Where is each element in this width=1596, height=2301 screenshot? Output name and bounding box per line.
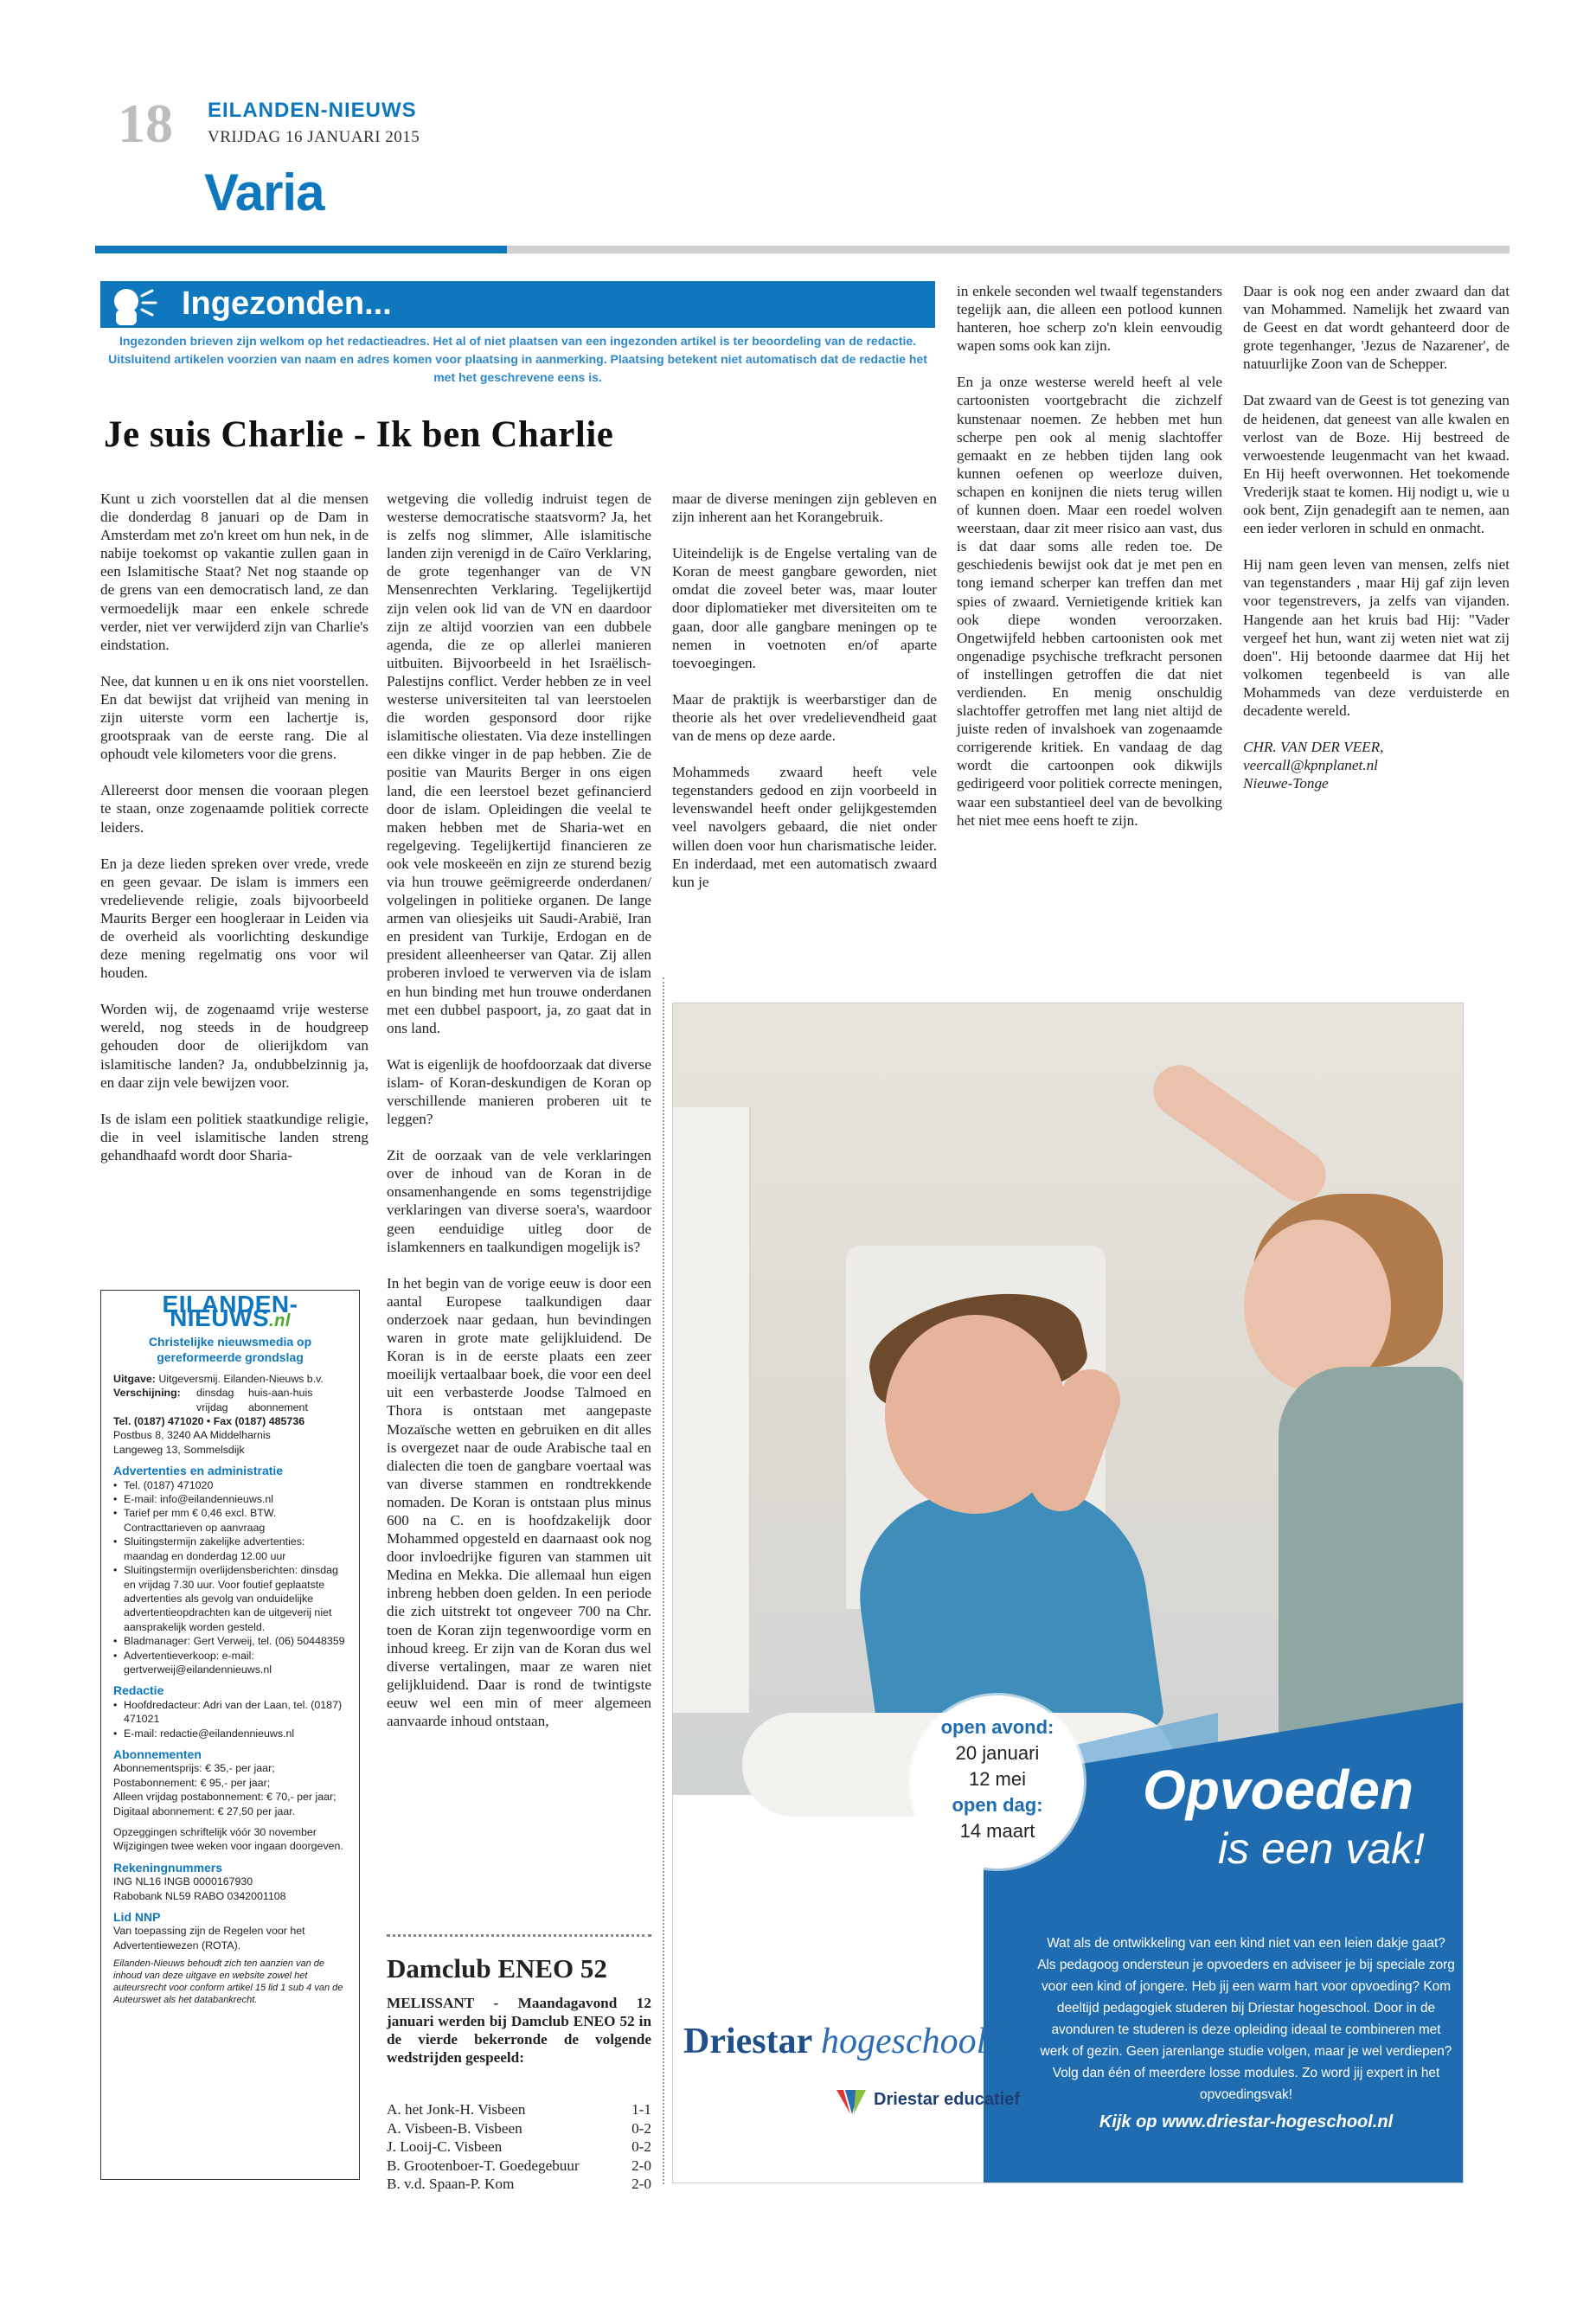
damclub-intro: MELISSANT - Maandagavond 12 januari werden bij Damclub ENEO 52 in de vierde bekerronde de volgende wedstrijden gespeeld: [387,1995,651,2067]
paragraph: Wat is eigenlijk de hoofdoorzaak dat diverse islam- of Koran-deskundigen de Koran op verschillende manieren proberen uit te leggen? [387,1055,651,1128]
list-item[interactable]: • E-mail: redactie@eilandennieuws.nl [113,1727,347,1740]
author-email[interactable]: veercall@kpnplanet.nl [1243,757,1378,774]
colofon-opzeggingen: Opzeggingen schriftelijk vóór 30 november Wijzigingen twee weken voor ingaan doorgeven. [113,1826,343,1853]
paragraph: En ja onze westerse wereld heeft al vele cartoonisten voortgebracht die zichzelf kunstenaar noemen. Ze hebben met hun scherpe pen ook al menig slachtoffer gemaakt en ze hebben tijden lang ook kunnen oefenen op weerloze duiven, schapen en konijnen die niets terug willen of kunnen doen. Maar een roedel wolven weerstaan, daar zit meer risico aan vast, dus is dat daar soms alle reden toe. De geschiedenis bewijst ook dat je met pen en tong iemand scherper kan treffen dan met spies of zwaard. Vernietigende kritiek kan ook diepe wonden veroorzaken. Ongetwijfeld hebben cartoonisten ook met ongenadige psychische trefkracht personen of instellingen getroffen die dat niet verdienden. En menig onschuldig slachtoffer getroffen met lang niet altijd de juiste reden of invalshoek van zogenaamde corrigerende kritiek. En vandaag de dag wordt die cartoonpen ook dikwijls gedirigeerd voor politiek correcte meningen, waar een substantieel deel van de bevolking het niet mee eens hoeft te zijn. [957,374,1222,829]
author-signature [1243,738,1509,792]
colofon-red-list [113,1698,347,1740]
result-row: B. Grootenboer-T. Goedegebuur 2-0 [387,2157,651,2174]
ad-body-text: Wat als de ontwikkeling van een kind niet van een leien dakje gaat? Als pedagoog ondersteun je opvoeders en adviseer je bij speciale zorg voor een kind of jongere. Heb jij een warm hart voor opvoeding? Kom deeltijd pedagogiek studeren bij Driestar hogeschool. Door in de avonduren te studeren is deze opleiding ideaal te combineren met werk of gezin. Geen jarenlange studie volgen, maar je wel verdiepen? Volg dan één of meerdere losse modules. Zo word jij expert in het opvoedingsvak! [1037,1936,1455,2102]
section-rule [507,246,1509,253]
colofon-verschijning: Verschijning: dinsdag huis-aan-huis [113,1387,313,1400]
colofon-adv-list [113,1478,347,1677]
article-column-4 [957,282,1222,830]
colofon-verschijning-2: vrijdag abonnement [196,1400,308,1413]
abo-line: Alleen vrijdag postabonnement: € 70,- per jaar; [113,1791,337,1804]
list-item[interactable]: • Advertentieverkoop: e-mail: gertverweij@eilandennieuws.nl [113,1649,347,1677]
colofon-logo: EILANDEN-NIEUWS.nl [162,1291,298,1332]
author-place: Nieuwe-Tonge [1243,775,1329,792]
ad-photo-children [673,1003,1464,1795]
paragraph: Mohammeds zwaard heeft vele tegenstanders gedood en zijn voorbeeld in levenswandel heeft onder gelijkgestemden veel navolgers gebaard, die niet onder willen doen voor hun charismatische leider. En inderdaad, met een automatisch zwaard kun je [672,764,937,890]
driestar-educatief-icon [833,2085,868,2119]
article-column-1 [100,490,369,1164]
paragraph: maar de diverse meningen zijn gebleven en zijn inherent aan het Korangebruik. [672,490,937,526]
issue-date: VRIJDAG 16 JANUARI 2015 [208,128,420,146]
colofon-copyright: Eilanden-Nieuws behoudt zich ten aanzien van de inhoud van deze uitgave en website zowel het auteursrecht voor conform artikel 15 lid 1 sub 4 van de Auteurswet als het databankrecht. [113,1958,343,2006]
article-column-3 [672,490,937,891]
driestar-educatief-label: Driestar educatief [874,2090,1020,2109]
result-row: A. Visbeen-B. Visbeen 0-2 [387,2119,651,2137]
open-avond-label: open avond: [940,1716,1054,1738]
paragraph: wetgeving die volledig indruist tegen de westerse democratische staatsvorm? Ja, het is zelfs nog slimmer, Alle islamitische landen zijn verenigd in de Caïro Verklaring, de grote tegenhanger van de VN Mensenrechten Verklaring. Tegelijkertijd zijn velen ook lid van de VN en daardoor zijn ze altijd voorzien van een dubbele agenda, die ze op allerlei manieren uitbuiten. Bijvoorbeeld in het Israëlisch-Palestijns conflict. Verder hebben ze in veel westerse universiteiten tal van leerstoelen die worden gesponsord door rijke islamitische oliestaten. Via deze instellingen een dikke vinger in de pap hebben. Zie de positie van Maurits Berger in ons eigen land, die een leerstoel bezet gefinancierd door de islam. Opleidingen die veelal te maken hebben met de Sharia-wet en regelgeving. Tegelijkertijd financieren ze ook vele moskeeën en zijn ze sturend bezig via hun trouwe geëmigreerde onderdanen/ volgelingen in politieke organen. De lange armen van oliesjeiks uit Saudi-Arabië, Iran en president van Turkije, Erdogan en de president alleenheerser van Qatar. Zij allen proberen invloed te verwerven via de islam en hun binding met hun trouwe onderdanen met een dubbel paspoort, ja, zo gaat dat in ons land. [387,490,651,1036]
open-avond-date: 20 januari [955,1742,1040,1764]
open-dag-label: open dag: [952,1794,1043,1816]
abo-line: Abonnementsprijs: € 35,- per jaar; [113,1762,275,1775]
ingezonden-title: Ingezonden... [182,285,392,322]
driestar-advertisement[interactable] [672,1003,1464,2183]
open-avond-date: 12 mei [968,1768,1027,1790]
colofon-adres: Langeweg 13, Sommelsdijk [113,1443,245,1456]
colofon-heading-abonnementen: Abonnementen [113,1747,202,1761]
damclub-rule [387,1934,651,1937]
ad-subheadline: is een vak! [1218,1824,1426,1873]
paragraph: Daar is ook nog een ander zwaard dan dat van Mohammed. Namelijk het zwaard van de Geest en dat wordt gehanteerd door de grote tegenhanger, 'Jezus de Nazarener', de natuurlijke Zoon van de Schepper. [1243,283,1509,373]
paper-name: EILANDEN-NIEUWS [208,99,417,122]
paragraph: In het begin van de vorige eeuw is door een aantal Europese taalkundigen daar onderzoek naar gedaan, hun bevindingen waren in grote mate gelijkluidend. De Koran is in de eerste plaats een zeer moeilijk vertaalbaar boek, die voor een deel uit een verbasterde Joodse Talmoed en Thora is ontstaan met aangepaste Mozaïsche wetten en gebruiken en dit alles is overgezet naar de oude Arabische taal en dialecten die toen de gangbare voertaal was van diverse stammen en rondtrekkende nomaden. De Koran is ontstaan plus minus 600 na C. en is hoofdzakelijk door Mohammed opgesteld en daarnaast ook nog door invloedrijke figuren van stammen uit Medina en Mekka. Die allemaal hun eigen inbreng hebben doen gelden. In een periode die zich uitstrekt tot ongeveer 700 na Chr. toen de Koran zijn tegenwoordige vorm en inhoud kreeg. Er zijn van de Koran dus wel diverse vertalingen, maar ze waren niet gelijkluidend. Daar is rond de twintigste eeuw wel een min of meer algemeen aanvaarde inhoud ontstaan, [387,1274,651,1729]
paragraph: Is de islam een politiek staatkundige religie, die in veel islamitische landen streng gehandhaafd wordt door Sharia- [100,1110,369,1163]
list-item: • Bladmanager: Gert Verweij, tel. (06) 50448359 [113,1634,347,1648]
colofon-heading-rekeningnummers: Rekeningnummers [113,1860,223,1875]
result-row: A. het Jonk-H. Visbeen 1-1 [387,2101,651,2118]
ad-dates-badge [911,1695,1084,1868]
colofon-tagline: Christelijke nieuwsmedia op gereformeerde grondslag [148,1334,312,1364]
paragraph: En ja deze lieden spreken over vrede, vrede en geen gevaar. De islam is immers een vredelievende religie, zoals bijvoorbeeld Maurits Berger een hoogleraar in Leiden via de overheid als voorlichting deskundige deze mening regelmatig ons voor wil houden. [100,855,369,982]
ad-website-link[interactable]: Kijk op www.driestar-hogeschool.nl [1099,2112,1394,2131]
paragraph: Kunt u zich voorstellen dat al die mensen die donderdag 8 januari op de Dam in Amsterdam met zo'n kreet om hun nek, in de nabije toekomst op vakantie zullen gaan in een Islamitische Staat? Net nog staande op de grens van een democratisch land, ze dan vermoedelijk maar een enkele schrede verder, niet ver verwijderd zijn van Charlie's eindstation. [100,490,369,653]
page-number: 18 [118,93,173,154]
result-row: J. Looij-C. Visbeen 0-2 [387,2138,651,2156]
colofon-heading-nnp: Lid NNP [113,1910,161,1925]
paragraph: Worden wij, de zogenaamd vrije westerse wereld, nog steeds in de houdgreep gehouden door de olierijkdom van islamitische landen? Ja, ondubbelzinnig ja, en daar zijn vele bewijzen voor. [100,1001,369,1091]
abo-line: Digitaal abonnement: € 27,50 per jaar. [113,1804,296,1817]
article-column-2 [387,490,651,1730]
paragraph: Nee, dat kunnen u en ik ons niet voorstellen. En dat bewijst dat vrijheid van mening in zijn uiterste vorm een lachertje is, grootspraak van de eerste rang. Die al ophoudt vele kilometers voor die grens. [100,672,369,763]
colofon-uitgave: Uitgave: Uitgeversmij. Eilanden-Nieuws b.v. [113,1372,324,1385]
article-headline: Je suis Charlie - Ik ben Charlie [104,414,614,455]
list-item: • Tarief per mm € 0,46 excl. BTW. Contracttarieven op aanvraag [113,1506,347,1535]
author-name: CHR. VAN DER VEER, [1243,739,1384,756]
list-item: • Tel. (0187) 471020 [113,1478,347,1492]
abo-line: Postabonnement: € 95,- per jaar; [113,1776,271,1789]
damclub-results [387,2100,651,2194]
section-rule-accent [95,246,507,253]
colofon-heading-advertenties: Advertenties en administratie [113,1464,284,1478]
list-item: • Hoofdredacteur: Adri van der Laan, tel. (0187) 471021 [113,1698,347,1727]
paragraph: Zit de oorzaak van de vele verklaringen over de inhoud van de Koran in de onsamenhangende en soms tegenstrijdige verklaringen van diverse soera's, waardoor geen eenduidige uitleg door de islamkenners en taalkundigen mogelijk is? [387,1147,651,1255]
section-title: Varia [204,163,324,221]
colofon-nnp-text: Van toepassing zijn de Regelen voor het Advertentiewezen (ROTA). [113,1925,305,1952]
result-row: B. v.d. Spaan-P. Kom 2-0 [387,2176,651,2193]
rekening-ing: ING NL16 INGB 0000167930 [113,1875,253,1888]
list-item: • Sluitingstermijn zakelijke advertenties: maandag en donderdag 12.00 uur [113,1535,347,1563]
ingezonden-note: Ingezonden brieven zijn welkom op het redactieadres. Het al of niet plaatsen van een ingezonden artikel is ter beoordeling van de redactie. Uitsluitend artikelen voorzien van naam en adres komen voor plaatsing in aanmerking. Plaatsing betekent niet automatisch dat de redactie het met het geschrevene eens is. [108,334,927,384]
paragraph: Maar de praktijk is weerbarstiger dan de theorie als het over vredelievendheid gaat van de mens op deze aarde. [672,690,937,745]
list-item: • Sluitingstermijn overlijdensberichten: dinsdag en vrijdag 7.30 uur. Voor foutief geplaatste advertenties als gevolg van onduidelijke advertentieopdrachten kan de uitgeverij niet aansprakelijk worden gesteld. [113,1563,347,1634]
paragraph: Dat zwaard van de Geest is tot genezing van de heidenen, dat geneest van alle kwalen en verlost van de Boze. Hij bestreed de verwoestende leugenmacht van het kwaad. En Hij heeft overwonnen. Het toekomende Vrederijk staat te komen. Hij nodigt u, wie u ook bent, Zijn genadegift aan te nemen, aan een ieder verloren in schuld en onmacht. [1243,392,1509,537]
paragraph: Uiteindelijk is de Engelse vertaling van de Koran de meest gangbare geworden, niet omdat die zoveel beter was, maar louter door diplomatieker met diversiteiten om te gaan, door alle gangbare meningen op te nemen in voetnoten en/of aparte toevoegingen. [672,545,937,671]
paragraph: Hij nam geen leven van mensen, zelfs niet van tegenstanders , maar Hij gaf zijn leven voor tegenstrevers, ja zelfs van vijanden. Hangende aan het kruis bad Hij: "Vader vergeef het hun, want zij weten niet wat zij doen". Hij betoonde daarmee dat Hij het volkomen tegenbeeld is van alle Mohammeds van deze verduisterde en decadente wereld. [1243,556,1509,719]
list-item[interactable]: • E-mail: info@eilandennieuws.nl [113,1492,347,1506]
damclub-title: Damclub ENEO 52 [387,1953,607,1984]
colofon-heading-redactie: Redactie [113,1683,164,1698]
rekening-rabo: Rabobank NL59 RABO 0342001108 [113,1889,286,1902]
colofon-box [100,1290,360,2180]
open-dag-date: 14 maart [959,1820,1035,1842]
colofon-telfax: Tel. (0187) 471020 • Fax (0187) 485736 [113,1415,305,1428]
paragraph: Allereerst door mensen die vooraan plegen te staan, onze zogenaamde politiek correcte leiders. [100,782,369,836]
colofon-postbus: Postbus 8, 3240 AA Middelharnis [113,1429,271,1442]
ad-headline: Opvoeden [1143,1759,1413,1821]
driestar-hogeschool-logo: Driestar hogeschool [683,2022,987,2061]
speaking-head-icon [107,284,161,325]
article-column-5 [1243,282,1509,792]
column-separator [663,977,664,2184]
paragraph: in enkele seconden wel twaalf tegenstanders tegelijk aan, die alleen een potlood kunnen hanteren, hoe scherp zo'n klein eenvoudig wapen soms ook kan zijn. [957,283,1222,355]
